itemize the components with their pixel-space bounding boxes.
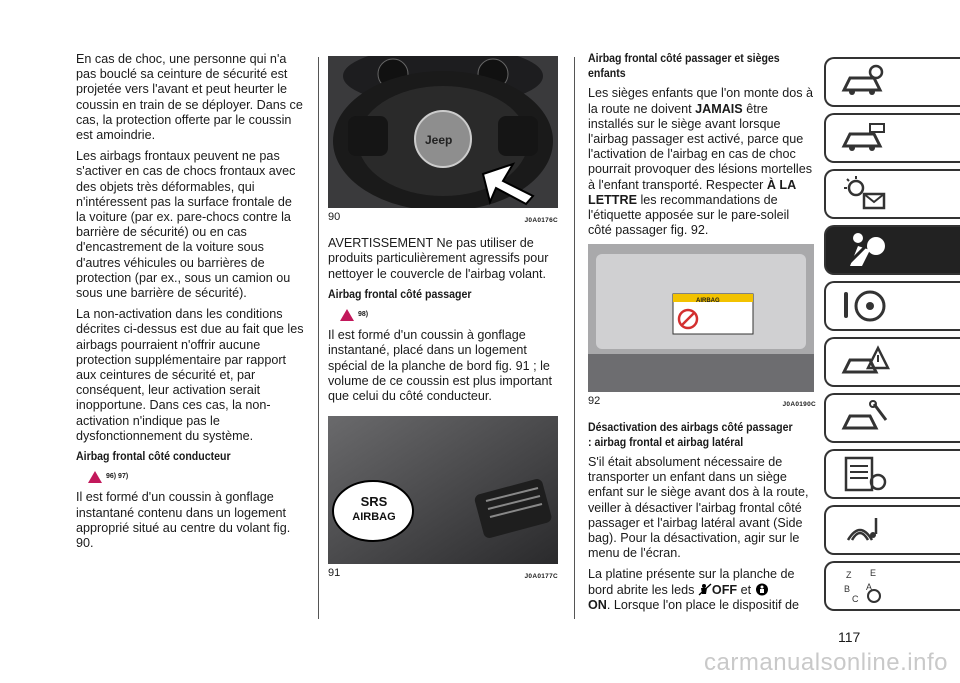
service-maintenance-icon xyxy=(840,398,890,438)
figure-number: 92 xyxy=(588,395,601,408)
column-divider xyxy=(574,57,575,619)
figure-92-sun-visor-label xyxy=(588,244,814,392)
warning-reference xyxy=(88,469,304,484)
airbag-label: AIRBAG xyxy=(352,511,396,524)
tab-car-dashboard[interactable] xyxy=(824,113,960,163)
index-icon xyxy=(840,566,890,606)
watermark: carmanualsonline.info xyxy=(704,649,948,676)
srs-label: SRS xyxy=(360,494,388,510)
column-left xyxy=(76,52,304,557)
chapter-tabs xyxy=(824,57,960,617)
paragraph: S'il était absolument nécessaire de transporter un enfant dans un siège enfant sur le siège avant dos à la route, veiller à désactiver l'airbag frontal côté passager et l'airbag latéral avant (Side bag). Pour la désactivation, agir sur le menu de l'écran. xyxy=(588,455,809,561)
emergency-icon xyxy=(840,342,890,382)
tab-technical-data[interactable] xyxy=(824,449,960,499)
section-heading-passenger-airbag: Airbag frontal côté passager xyxy=(328,288,472,301)
technical-data-icon xyxy=(840,454,890,494)
column-right xyxy=(588,52,816,619)
jeep-logo: Jeep xyxy=(425,133,453,147)
airbag-label-sticker-text: AIRBAG xyxy=(696,298,720,305)
figure-caption xyxy=(328,210,558,228)
paragraph: La non-activation dans les conditions décrites ci-dessus est due au fait que les airbags pourraient n'offrir aucune protection supplémentaire par rapport aux ceintures de sécurité et, par conséquent, leur activation serait inopportune. Dans ces cas, la non-activation n'indique pas le dysfonctionnement du système. xyxy=(76,307,304,443)
steering-wheel-image xyxy=(328,56,558,208)
paragraph: Les airbags frontaux peuvent ne pas s'activer en cas de chocs frontaux avec des objets très déformables, qui n'intéressent pas la surface frontale de la voiture (par ex. pare-chocs contre la barrière de sécurité) ou en cas d'encastrement de la voiture sous d'autres véhicules ou barrières de protection (par ex., sous un camion ou sous une barrière de sécurité). xyxy=(76,149,296,301)
tab-warning-lights[interactable] xyxy=(824,169,960,219)
figure-code: J0A0177C xyxy=(524,573,558,581)
warning-reference xyxy=(340,307,558,322)
figure-caption xyxy=(328,566,558,584)
section-heading-driver-airbag: Airbag frontal côté conducteur xyxy=(76,451,231,464)
tab-seatbelt-airbag[interactable] xyxy=(824,225,960,275)
column-divider xyxy=(318,57,319,619)
tab-start-driving[interactable] xyxy=(824,281,960,331)
emphasis-jamais: JAMAIS xyxy=(695,101,743,116)
section-heading-child-seats: Airbag frontal côté passager et sièges enfants xyxy=(588,53,780,81)
warning-refs-text: 98) xyxy=(358,311,369,319)
dashboard-image xyxy=(328,416,558,564)
paragraph: Il est formé d'un coussin à gonflage instantané, placé dans un logement spécial de la planche de bord fig. 91 ; le volume de ce coussin est plus important que celui du côté conducteur. xyxy=(328,328,553,404)
warning-refs-text: 96) 97) xyxy=(106,473,129,481)
warning-lights-icon xyxy=(840,174,890,214)
paragraph: AVERTISSEMENT Ne pas utiliser de produits particulièrement agressifs pour nettoyer le couvercle de l'airbag volant. xyxy=(328,236,549,281)
tab-multimedia[interactable] xyxy=(824,505,960,555)
warning-triangle-icon xyxy=(340,309,354,321)
led-on-label: ON xyxy=(588,597,607,612)
car-info-icon xyxy=(840,62,890,102)
seatbelt-airbag-icon xyxy=(840,230,890,270)
svg-text:A: A xyxy=(866,582,873,592)
paragraph: La platine présente sur la planche de bord abrite les leds OFF et ON. Lorsque l'on place le dispositif de xyxy=(588,567,800,612)
figure-number: 90 xyxy=(328,211,341,223)
led-off-label: OFF xyxy=(711,582,738,597)
start-driving-icon xyxy=(840,286,890,326)
figure-code: J0A0176C xyxy=(524,217,558,224)
sun-visor-image xyxy=(588,244,814,392)
emphasis-a-la-lettre: À LA LETTRE xyxy=(588,177,796,207)
svg-text:C: C xyxy=(852,594,859,604)
car-dashboard-icon xyxy=(840,118,890,158)
warning-triangle-icon xyxy=(88,471,102,483)
column-middle xyxy=(328,52,558,592)
tab-emergency[interactable] xyxy=(824,337,960,387)
multimedia-icon xyxy=(840,510,890,550)
page-number: 117 xyxy=(838,629,861,645)
passenger-airbag-off-icon xyxy=(698,583,712,596)
figure-caption xyxy=(588,394,816,412)
figure-91-dashboard-srs xyxy=(328,416,558,564)
figure-code: J0A0190C xyxy=(782,401,816,409)
passenger-airbag-on-icon xyxy=(755,583,769,596)
section-heading-deactivation: Désactivation des airbags côté passager : airbag frontal et airbag latéral xyxy=(588,421,793,449)
paragraph: En cas de choc, une personne qui n'a pas bouclé sa ceinture de sécurité est projetée vers l'avant et peut heurter le coussin en train de se déployer. Dans ce cas, la protection offerte par le coussin est amoindrie. xyxy=(76,52,303,143)
svg-text:B: B xyxy=(844,584,851,594)
svg-text:E: E xyxy=(870,568,877,578)
paragraph: Les sièges enfants que l'on monte dos à la route ne doivent JAMAIS être installés sur le siège avant lorsque l'airbag passager est activé, parce que l'activation de l'airbag en cas de choc pourrait provoquer des lésions mortelles à l'enfant transporté. Respecter À LA LETTRE les recommandations de l'étiquette apposée sur le pare-soleil côté passager fig. 92. xyxy=(588,86,814,238)
svg-text:Z: Z xyxy=(846,570,852,580)
figure-number: 91 xyxy=(328,567,341,580)
paragraph: Il est formé d'un coussin à gonflage instantané contenu dans un logement approprié situé au centre du volant fig. 90. xyxy=(76,490,291,551)
tab-service-maintenance[interactable] xyxy=(824,393,960,443)
figure-90-steering-wheel xyxy=(328,56,558,208)
tab-car-info[interactable] xyxy=(824,57,960,107)
tab-index[interactable] xyxy=(824,561,960,611)
